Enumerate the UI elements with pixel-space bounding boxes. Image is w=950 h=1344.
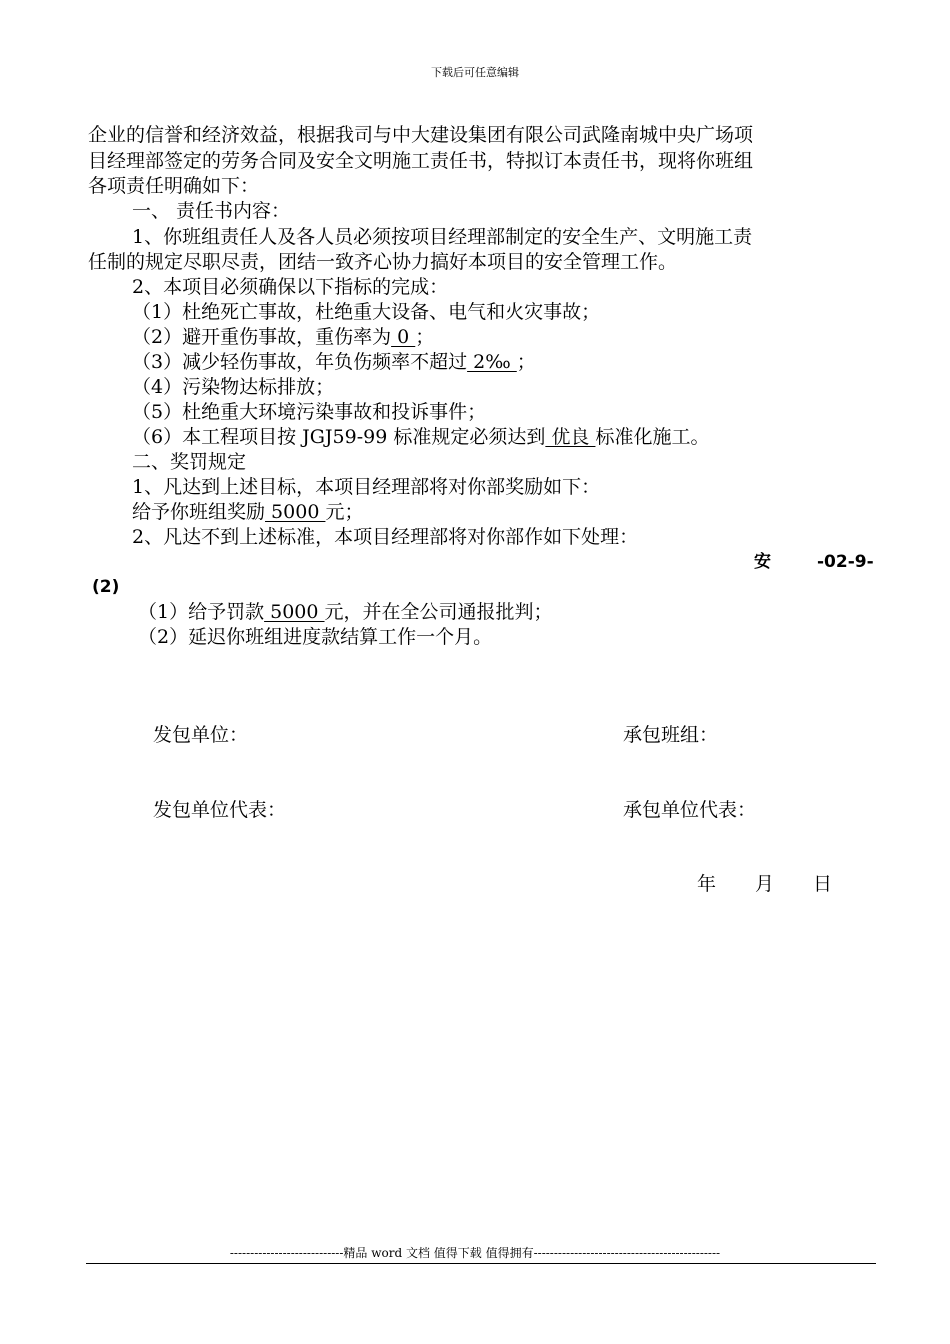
contractor-rep-label: 承包单位代表： — [623, 799, 757, 821]
item-2 — [132, 325, 434, 349]
doc-code-prefix: 安 — [754, 552, 771, 572]
item-6-text: （6）本工程项目按 JGJ59-99 标准规定必须达到 — [132, 426, 546, 448]
date-day: 日 — [813, 873, 833, 895]
item-3-end: ； — [516, 351, 536, 373]
item-6-end: 标准化施工。 — [595, 426, 710, 448]
date-month: 月 — [755, 873, 775, 895]
item-3 — [132, 350, 536, 374]
body-line-7: 2、本项目必须确保以下指标的完成： — [132, 276, 449, 298]
body-line-3: 各项责任明确如下： — [88, 175, 260, 197]
reward-value: 5000 — [265, 501, 326, 523]
item-3-text: （3）减少轻伤事故，年负伤频率不超过 — [132, 351, 468, 373]
contractor-team-label: 承包班组： — [623, 724, 719, 746]
doc-code-suffix: (2) — [92, 577, 120, 597]
reward-amount — [132, 500, 363, 524]
item-4: （4）污染物达标排放； — [132, 376, 335, 398]
date-year: 年 — [697, 873, 717, 895]
item-3-value: 2‰ — [467, 351, 517, 373]
item-6-value: 优良 — [545, 426, 596, 448]
reward-text: 给予你班组奖励 — [132, 501, 266, 523]
penalty-1-text: （1）给予罚款 — [138, 601, 265, 623]
body-line-2: 目经理部签定的劳务合同及安全文明施工责任书，特拟订本责任书，现将你班组 — [88, 150, 754, 172]
penalty-1 — [138, 600, 553, 624]
item-2-end: ； — [415, 326, 435, 348]
footer-rule — [86, 1263, 876, 1264]
reward-end: 元； — [325, 501, 364, 523]
penalty-1-end: 元，并在全公司通报批判； — [324, 601, 553, 623]
page-footer: ----------------------------精品 word 文档 值得下载 值得拥有---------------------------------------------- — [229, 1246, 721, 1260]
body-line-1: 企业的信誉和经济效益，根据我司与中大建设集团有限公司武隆南城中央广场项 — [88, 124, 754, 146]
doc-code-number: -02-9- — [817, 552, 874, 572]
section-2-title: 二、奖罚规定 — [132, 451, 247, 473]
penalty-intro: 2、凡达不到上述标准，本项目经理部将对你部作如下处理： — [132, 526, 639, 548]
issuer-label: 发包单位： — [153, 724, 249, 746]
body-line-5: 1、你班组责任人及各人员必须按项目经理部制定的安全生产、文明施工责 — [132, 226, 753, 248]
penalty-1-value: 5000 — [264, 601, 325, 623]
item-1: （1）杜绝死亡事故，杜绝重大设备、电气和火灾事故； — [132, 301, 601, 323]
reward-line: 1、凡达到上述目标，本项目经理部将对你部奖励如下： — [132, 476, 601, 498]
body-line-6: 任制的规定尽职尽责，团结一致齐心协力搞好本项目的安全管理工作。 — [88, 251, 678, 273]
section-1-title: 一、 责任书内容： — [132, 200, 291, 222]
item-5: （5）杜绝重大环境污染事故和投诉事件； — [132, 401, 487, 423]
item-6 — [132, 425, 709, 449]
issuer-rep-label: 发包单位代表： — [153, 799, 287, 821]
item-2-text: （2）避开重伤事故，重伤率为 — [132, 326, 392, 348]
item-2-value: 0 — [391, 326, 416, 348]
page-header: 下载后可任意编辑 — [431, 66, 519, 79]
penalty-2: （2）延迟你班组进度款结算工作一个月。 — [138, 626, 493, 648]
